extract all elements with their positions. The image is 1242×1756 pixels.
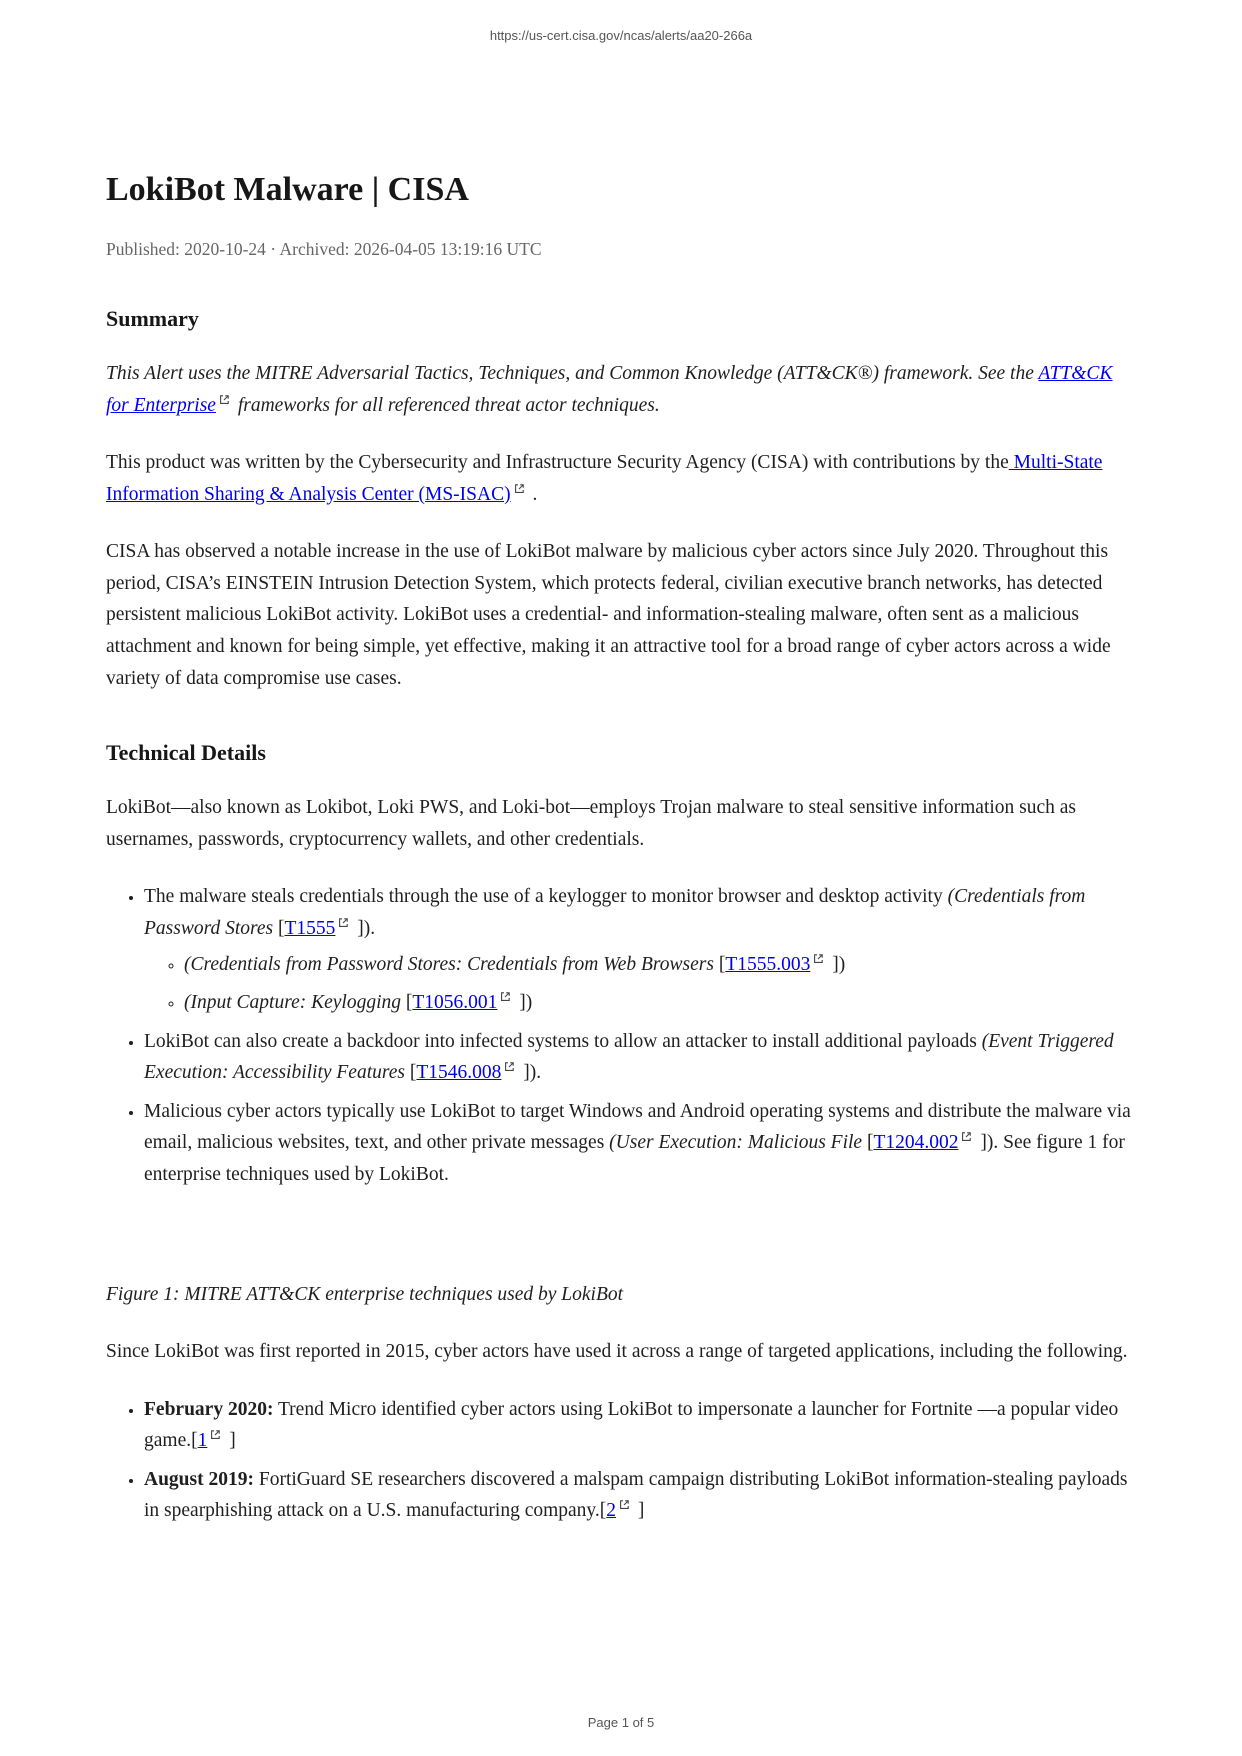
- text-segment: ]).: [518, 1062, 542, 1084]
- list-item: [144, 1464, 1136, 1527]
- text-segment: frameworks for all referenced threat actor techniques.: [232, 394, 660, 416]
- list-item-text: [184, 954, 845, 975]
- summary-product-paragraph: [106, 447, 1136, 510]
- technique-sublist: [144, 949, 1136, 1019]
- inline-link[interactable]: Multi-State Information Sharing & Analysis Center (MS-ISAC): [106, 452, 1103, 505]
- inline-link[interactable]: T1555.003: [725, 953, 811, 975]
- technique-list: [106, 881, 1136, 1190]
- list-item-text: [144, 1469, 1127, 1522]
- text-segment: February 2020:: [144, 1398, 274, 1420]
- text-segment: This Alert uses the MITRE Adversarial Tactics, Techniques, and Common Knowledge (ATT&CK®) framework. See the: [106, 363, 1039, 384]
- text-segment: ]: [633, 1500, 645, 1522]
- section-heading-summary: Summary: [106, 306, 199, 331]
- external-link-icon: [513, 482, 526, 495]
- text-segment: ]: [224, 1430, 236, 1452]
- external-link-icon: [499, 990, 512, 1003]
- text-segment: (User Execution: Malicious File: [609, 1132, 863, 1154]
- text-segment: FortiGuard SE researchers discovered a malspam campaign distributing LokiBot information-stealing payloads in spearphishing attack on a U.S. manufacturing company.[: [144, 1468, 1128, 1522]
- list-item-text: [184, 992, 532, 1013]
- text-segment: [: [401, 992, 413, 1014]
- summary-intro-paragraph: [106, 358, 1136, 421]
- text-segment: August 2019:: [144, 1468, 254, 1490]
- inline-link[interactable]: 2: [606, 1500, 617, 1522]
- text-segment: [: [273, 917, 285, 939]
- text-segment: (Credentials from Password Stores: [144, 886, 1086, 939]
- text-segment: Malicious cyber actors typically use LokiBot to target Windows and Android operating systems and distribute the malware via email, malicious websites, text, and other private messages: [144, 1100, 1131, 1154]
- text-segment: (Event Triggered Execution: Accessibility Features: [144, 1030, 1114, 1084]
- external-link-icon: [218, 393, 231, 406]
- text-segment: ]).: [352, 917, 376, 939]
- text-segment: (Input Capture: Keylogging: [184, 992, 401, 1014]
- summary-observed-paragraph: CISA has observed a notable increase in the use of LokiBot malware by malicious cyber actors since July 2020. Throughout this period, CISA’s EINSTEIN Intrusion Detection System, which protects federal, civilian executive branch networks, has detected persistent malicious LokiBot activity. LokiBot uses a credential- and information-stealing malware, often sent as a malicious attachment and known for being simple, yet effective, making it an attractive tool for a broad range of cyber actors across a wide variety of data compromise use cases.: [106, 541, 1111, 689]
- list-item-text: [144, 1399, 1118, 1452]
- timeline-list: [106, 1394, 1136, 1527]
- list-item-text: [144, 1101, 1131, 1185]
- external-link-icon: [209, 1428, 222, 1441]
- external-link-icon: [503, 1060, 516, 1073]
- inline-link[interactable]: T1555: [284, 917, 336, 939]
- list-item-text: [144, 1031, 1114, 1084]
- text-segment: ]): [827, 953, 846, 975]
- since-paragraph: Since LokiBot was first reported in 2015, cyber actors have used it across a range of targeted applications, including the following.: [106, 1341, 1128, 1363]
- inline-link[interactable]: 1: [197, 1430, 208, 1452]
- external-link-icon: [618, 1498, 631, 1511]
- list-item: [144, 1096, 1136, 1191]
- section-heading-technical-details: Technical Details: [106, 740, 266, 766]
- list-item: [144, 1394, 1136, 1457]
- document-content: [0, 171, 1242, 1527]
- text-segment: LokiBot can also create a backdoor into infected systems to allow an attacker to install additional payloads: [144, 1030, 982, 1052]
- figure-caption: Figure 1: MITRE ATT&CK enterprise techniques used by LokiBot: [106, 1283, 624, 1305]
- list-item: [184, 987, 1136, 1019]
- inline-link[interactable]: T1056.001: [412, 992, 498, 1014]
- list-item: [184, 949, 1136, 981]
- page-title: LokiBot Malware | CISA: [106, 171, 469, 208]
- inline-link[interactable]: T1204.002: [873, 1132, 959, 1154]
- text-segment: .: [527, 483, 538, 505]
- list-item-text: [144, 886, 1085, 939]
- publish-meta: Published: 2020-10-24 · Archived: 2026-04-05 13:19:16 UTC: [106, 239, 542, 259]
- text-segment: [: [862, 1132, 874, 1154]
- text-segment: [: [405, 1062, 417, 1084]
- text-segment: Trend Micro identified cyber actors using LokiBot to impersonate a launcher for Fortnite —a popular video game.[: [144, 1398, 1119, 1452]
- source-url: https://us-cert.cisa.gov/ncas/alerts/aa20-266a: [489, 28, 753, 43]
- text-segment: ]). See figure 1 for enterprise techniques used by LokiBot.: [144, 1132, 1125, 1185]
- text-segment: (Credentials from Password Stores: Credentials from Web Browsers: [184, 953, 714, 975]
- external-link-icon: [960, 1130, 973, 1143]
- text-segment: This product was written by the Cybersecurity and Infrastructure Security Agency (CISA) with contributions by the: [106, 452, 1009, 474]
- list-item: [144, 1026, 1136, 1089]
- external-link-icon: [337, 916, 350, 929]
- text-segment: [: [713, 953, 726, 975]
- list-item: [144, 881, 1136, 1018]
- text-segment: The malware steals credentials through the use of a keylogger to monitor browser and desktop activity: [144, 886, 948, 908]
- inline-link[interactable]: T1546.008: [416, 1062, 502, 1084]
- text-segment: ]): [514, 992, 533, 1014]
- technical-lede-paragraph: LokiBot—also known as Lokibot, Loki PWS, and Loki-bot—employs Trojan malware to steal sensitive information such as usernames, passwords, cryptocurrency wallets, and other credentials.: [106, 797, 1077, 850]
- external-link-icon: [812, 952, 825, 965]
- inline-link[interactable]: ATT&CK for Enterprise: [106, 363, 1113, 416]
- page-number: Page 1 of 5: [587, 1715, 655, 1730]
